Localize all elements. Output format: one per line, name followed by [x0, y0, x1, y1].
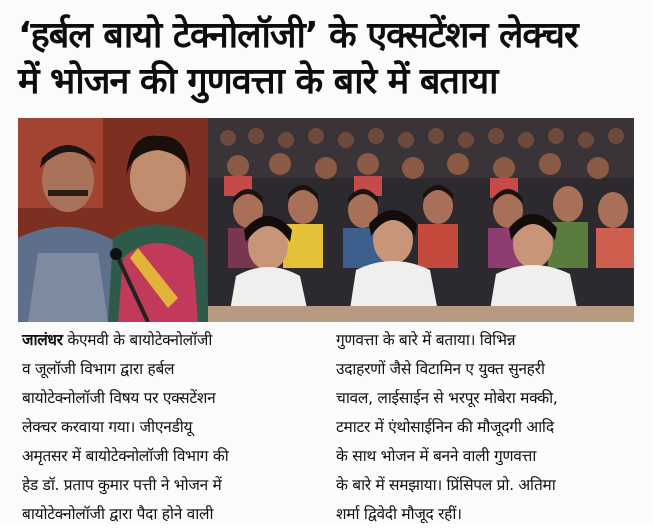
article-line: के साथ भोजन में बनने वाली गुणवत्ता	[336, 447, 537, 465]
article-line-text: केएमवी के बायोटेक्नोलॉजी	[67, 331, 213, 349]
article-line: लेक्चर करवाया गया। जीएनडीयू	[22, 418, 193, 436]
article-line: हेड डॉ. प्रताप कुमार पत्ती ने भोजन में	[22, 476, 222, 494]
dateline: जालंधर	[22, 331, 63, 349]
article-line: शर्मा द्विवेदी मौजूद रहीं।	[336, 505, 462, 523]
article-line: उदाहरणों जैसे विटामिन ए युक्त सुनहरी	[336, 360, 545, 378]
article-column-left	[22, 326, 322, 529]
article-line: बायोटेक्नोलॉजी विषय पर एक्सटेंशन	[22, 389, 216, 407]
speakers-photo	[18, 118, 208, 322]
article-line: बायोटेक्नोलॉजी द्वारा पैदा होने वाली	[22, 505, 214, 523]
article-line: अमृतसर में बायोटेक्नोलॉजी विभाग की	[22, 447, 229, 465]
speakers-photo-drawing	[18, 118, 208, 322]
article-line: गुणवत्ता के बारे में बताया। विभिन्न	[336, 331, 516, 349]
article-line: व जूलॉजी विभाग द्वारा हर्बल	[22, 360, 175, 378]
headline-line-2: में भोजन की गुणवत्ता के बारे में बताया	[18, 61, 498, 102]
article-column-right	[336, 326, 636, 529]
headline-line-1: ‘हर्बल बायो टेक्नोलॉजी’ के एक्सटेंशन लेक्चर	[18, 15, 578, 56]
audience-photo-drawing	[208, 118, 634, 322]
article-line: चावल, लाईसाईन से भरपूर मोबेरा मक्की,	[336, 389, 558, 407]
audience-photo	[208, 118, 634, 322]
article-line: के बारे में समझाया। प्रिंसिपल प्रो. अतिमा	[336, 476, 556, 494]
article-line	[22, 326, 322, 355]
article-line: टमाटर में एंथोसाईनिन की मौजूदगी आदि	[336, 418, 554, 436]
